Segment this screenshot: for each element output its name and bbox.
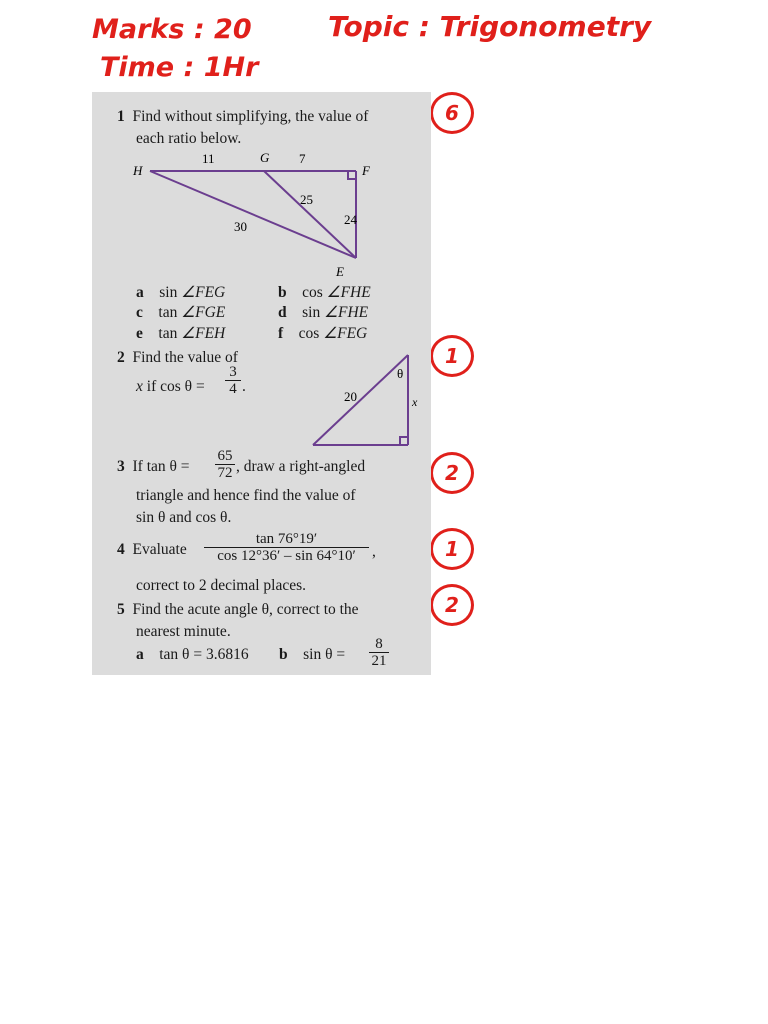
q4-line2: correct to 2 decimal places. [136,577,306,594]
q2-marks-circle: 1 [430,335,474,377]
q3-line2: triangle and hence find the value of [136,487,356,504]
q1-part-c: c tan ∠FGE [136,304,226,321]
q1-label-f: F [362,163,370,178]
q4-number: 4 [117,541,125,558]
q5-number: 5 [117,601,125,618]
q1-part-e: e tan ∠FEH [136,325,226,342]
q2-label-x: x [412,395,418,409]
q5-text: 5 Find the acute angle θ, correct to the [117,601,359,618]
q5-fraction: $\frac{8}{21}$ [369,636,389,669]
q1-text [117,108,368,126]
q3-fraction: $\frac{65}{72}$ [215,448,235,481]
q2-fraction: $\frac{3}{4}$ [225,364,241,397]
q3-line3: sin θ and cos θ. [136,509,232,526]
q1-number: 1 [117,108,125,125]
topic-annotation: Topic : Trigonometry [328,10,652,43]
q5-marks-circle: 2 [430,584,474,626]
q1-part-a: a sin ∠FEG [136,284,226,301]
q2-text [117,349,238,367]
q3-marks-circle: 2 [430,452,474,494]
q2-line2: x if cos θ = [136,378,205,395]
q4-marks-circle: 1 [430,528,474,570]
q1-part-d: d sin ∠FHE [278,304,369,321]
q3-number: 3 [117,458,125,475]
q4-text: 4 Evaluate [117,541,187,558]
q1-part-b: b cos ∠FHE [278,284,371,301]
q2-triangle-diagram [306,348,418,452]
q1-label-he: 30 [234,219,247,234]
worksheet-panel [92,92,431,675]
q2-label-hyp: 20 [344,389,357,404]
q2-line1: Find the value of [132,349,238,366]
q1-label-e: E [336,264,344,279]
q4-post: , [372,543,376,560]
q5-part-b: b sin θ = [279,646,346,663]
q1-line2: each ratio below. [136,130,242,147]
q2-number: 2 [117,349,125,366]
q1-label-hg: 11 [202,151,215,166]
q1-label-gf: 7 [299,151,306,166]
q3-post: , draw a right-angled [236,458,366,475]
q1-triangle-diagram [130,150,370,280]
q2-period: . [242,378,246,395]
q3-text: 3 If tan θ = [117,458,190,475]
q1-label-fe: 24 [344,212,357,227]
q1-label-h: H [133,163,143,178]
q1-label-ge: 25 [300,192,313,207]
q1-part-f: f cos ∠FEG [278,325,368,342]
q5-part-a: a tan θ = 3.6816 [136,646,249,663]
q4-fraction: $\frac{\tan 76^\circ 19'}{\cos 12^\circ 36' - \sin 64^\circ 10'}$ [204,531,369,564]
marks-annotation: Marks : 20 [92,14,252,45]
q1-label-g: G [260,150,270,165]
time-annotation: Time : 1Hr [100,52,259,83]
q2-label-theta: θ [397,366,404,381]
q1-marks-circle: 6 [430,92,474,134]
q1-line1: Find without simplifying, the value of [132,108,369,125]
q5-line2: nearest minute. [136,623,231,640]
